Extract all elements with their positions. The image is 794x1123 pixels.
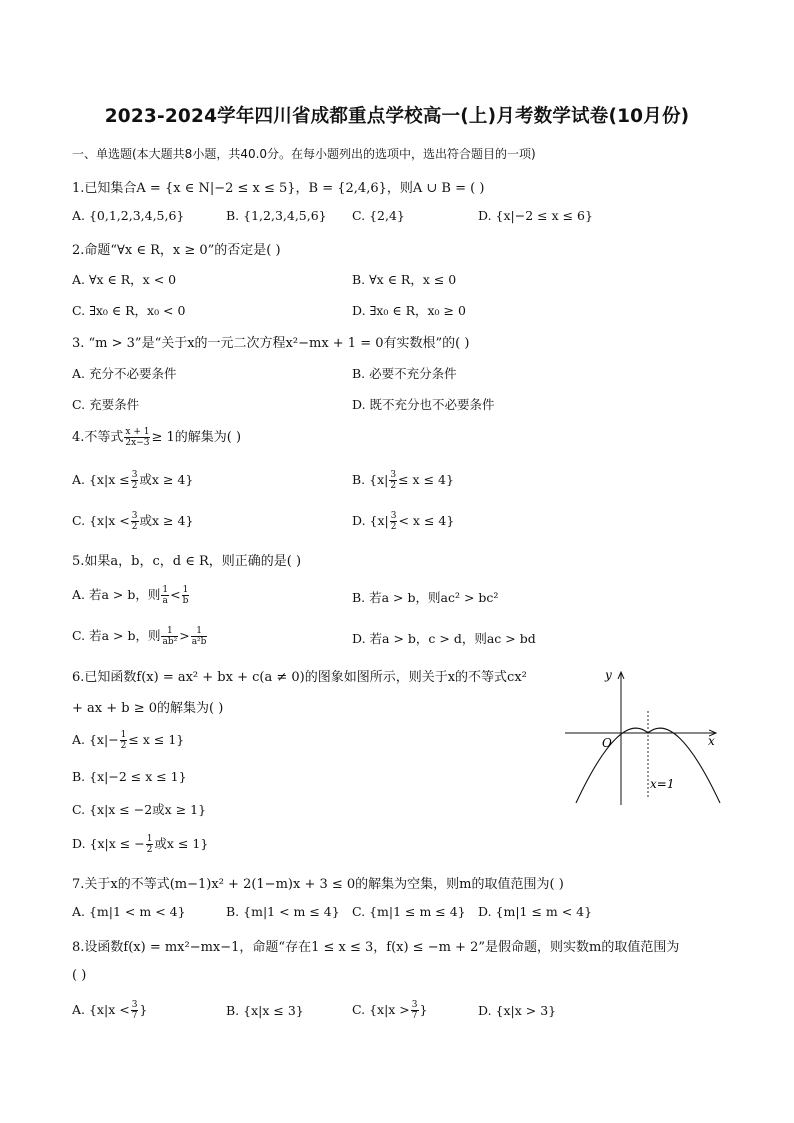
fraction-numerator: 3 bbox=[411, 1000, 418, 1010]
option-text: D. {x| bbox=[352, 513, 389, 528]
fraction-denominator: 2 bbox=[131, 481, 138, 491]
fraction-denominator: 2x−3 bbox=[125, 438, 150, 448]
fraction-numerator: 1 bbox=[161, 626, 178, 637]
fraction bbox=[131, 1000, 139, 1021]
question-3-stem: 3. “m > 3”是“关于x的一元二次方程x²−mx + 1 = 0有实数根”的( ) bbox=[72, 336, 470, 351]
option-text: 或x ≥ 4} bbox=[139, 513, 194, 528]
fraction-denominator: 2 bbox=[390, 481, 397, 491]
question-1-option-b: B. {1,2,3,4,5,6} bbox=[226, 208, 327, 223]
question-6-option-d bbox=[72, 834, 208, 855]
option-text: A. {x|x ≤ bbox=[72, 472, 130, 487]
question-2-option-b: B. ∀x ∈ R，x ≤ 0 bbox=[352, 272, 457, 287]
question-8-stem-line-2: ( ) bbox=[72, 968, 87, 983]
symmetry-line-label: x=1 bbox=[650, 777, 675, 791]
option-text: < bbox=[170, 587, 181, 602]
question-7-option-a: A. {m|1 < m < 4} bbox=[72, 904, 186, 919]
parabola-graph bbox=[560, 665, 730, 810]
fraction-denominator: 2 bbox=[131, 522, 138, 532]
question-5-stem: 5.如果a，b，c，d ∈ R，则正确的是( ) bbox=[72, 554, 302, 569]
question-6-option-b: B. {x|−2 ≤ x ≤ 1} bbox=[72, 769, 187, 784]
option-text: } bbox=[139, 1002, 148, 1017]
fraction-denominator: ab² bbox=[162, 637, 178, 647]
question-7-option-d: D. {m|1 ≤ m < 4} bbox=[478, 904, 593, 919]
option-text: A. {x|− bbox=[72, 732, 119, 747]
question-3-option-b: B. 必要不充分条件 bbox=[352, 366, 457, 381]
question-5-option-b: B. 若a > b，则ac² > bc² bbox=[352, 590, 499, 605]
question-6-option-a bbox=[72, 730, 184, 751]
question-4-stem-post: ≥ 1的解集为( ) bbox=[151, 430, 242, 445]
question-7-option-b: B. {m|1 < m ≤ 4} bbox=[226, 904, 340, 919]
origin-label: O bbox=[602, 736, 612, 750]
question-8-option-a bbox=[72, 1000, 147, 1021]
question-2-option-a: A. ∀x ∈ R，x < 0 bbox=[72, 272, 177, 287]
question-7-stem: 7.关于x的不等式(m−1)x² + 2(1−m)x + 3 ≤ 0的解集为空集，则m的取值范围为( ) bbox=[72, 877, 564, 892]
question-4-option-b bbox=[352, 470, 454, 491]
question-3-option-d: D. 既不充分也不必要条件 bbox=[352, 397, 495, 412]
fraction-numerator: 1 bbox=[162, 585, 169, 595]
option-text: > bbox=[179, 628, 190, 643]
exam-title: 2023-2024学年四川省成都重点学校高一(上)月考数学试卷(10月份) bbox=[104, 106, 690, 127]
option-text: 或x ≥ 4} bbox=[139, 472, 194, 487]
option-text: 或x ≤ 1} bbox=[154, 836, 209, 851]
fraction-denominator: 2 bbox=[146, 845, 153, 855]
fraction bbox=[131, 470, 139, 491]
question-8-stem-line-1: 8.设函数f(x) = mx²−mx−1，命题“存在1 ≤ x ≤ 3，f(x) ≤ −m + 2”是假命题，则实数m的取值范围为 bbox=[72, 940, 680, 955]
fraction bbox=[161, 626, 178, 647]
fraction-numerator: 3 bbox=[131, 1000, 138, 1010]
fraction-numerator: 1 bbox=[146, 834, 153, 844]
option-text: B. {x| bbox=[352, 472, 389, 487]
question-4-option-a bbox=[72, 470, 193, 491]
option-text: A. {x|x < bbox=[72, 1002, 130, 1017]
question-5-option-a bbox=[72, 585, 190, 606]
fraction bbox=[411, 1000, 419, 1021]
fraction-numerator: 3 bbox=[131, 470, 138, 480]
fraction-numerator: 1 bbox=[182, 585, 189, 595]
fraction bbox=[390, 511, 398, 532]
question-2-option-c: C. ∃x₀ ∈ R，x₀ < 0 bbox=[72, 303, 186, 318]
question-4-stem-pre: 4.不等式 bbox=[72, 430, 124, 445]
question-5-option-d: D. 若a > b，c > d，则ac > bd bbox=[352, 631, 536, 646]
fraction bbox=[120, 730, 128, 751]
fraction-denominator: 2 bbox=[390, 522, 397, 532]
question-4-stem bbox=[72, 426, 241, 448]
question-6-stem-line-1: 6.已知函数f(x) = ax² + bx + c(a ≠ 0)的图象如图所示，则关于x的不等式cx² bbox=[72, 670, 527, 685]
fraction-numerator: 1 bbox=[120, 730, 127, 740]
question-1-option-a: A. {0,1,2,3,4,5,6} bbox=[72, 208, 185, 223]
question-1-option-d: D. {x|−2 ≤ x ≤ 6} bbox=[478, 208, 593, 223]
fraction-numerator: 1 bbox=[191, 626, 208, 637]
question-6-option-c: C. {x|x ≤ −2或x ≥ 1} bbox=[72, 802, 207, 817]
question-3-option-c: C. 充要条件 bbox=[72, 397, 140, 412]
fraction-numerator: 3 bbox=[131, 511, 138, 521]
fraction-denominator: 7 bbox=[131, 1011, 138, 1021]
option-text: C. 若a > b，则 bbox=[72, 628, 161, 643]
question-8-option-d: D. {x|x > 3} bbox=[478, 1003, 557, 1018]
option-text: ≤ x ≤ 1} bbox=[128, 732, 185, 747]
question-4-option-c bbox=[72, 511, 193, 532]
fraction bbox=[161, 585, 169, 606]
section-heading: 一、单选题(本大题共8小题，共40.0分。在每小题列出的选项中，选出符合题目的一项) bbox=[72, 147, 536, 161]
question-1-stem: 1.已知集合A = {x ∈ N|−2 ≤ x ≤ 5}，B = {2,4,6}，则A ∪ B = ( ) bbox=[72, 181, 485, 196]
y-axis-label: y bbox=[605, 668, 612, 682]
option-text: ≤ x ≤ 4} bbox=[398, 472, 454, 487]
fraction-denominator: 7 bbox=[411, 1011, 418, 1021]
x-axis-label: x bbox=[708, 734, 715, 748]
question-8-option-c bbox=[352, 1000, 427, 1021]
fraction bbox=[182, 585, 190, 606]
fraction-numerator: 3 bbox=[390, 470, 397, 480]
fraction bbox=[146, 834, 154, 855]
question-4-fraction bbox=[124, 427, 150, 448]
option-text: C. {x|x < bbox=[72, 513, 130, 528]
question-8-option-b: B. {x|x ≤ 3} bbox=[226, 1003, 304, 1018]
fraction-denominator: a²b bbox=[191, 637, 207, 647]
question-1-option-c: C. {2,4} bbox=[352, 208, 405, 223]
question-4-option-d bbox=[352, 511, 454, 532]
question-2-stem: 2.命题“∀x ∈ R，x ≥ 0”的否定是( ) bbox=[72, 243, 281, 258]
fraction-denominator: b bbox=[182, 596, 189, 606]
question-2-option-d: D. ∃x₀ ∈ R，x₀ ≥ 0 bbox=[352, 303, 466, 318]
fraction bbox=[131, 511, 139, 532]
option-text: C. {x|x > bbox=[352, 1002, 410, 1017]
question-5-option-c bbox=[72, 626, 208, 647]
fraction-numerator: x + 1 bbox=[125, 427, 150, 437]
fraction-denominator: 2 bbox=[120, 741, 127, 751]
fraction-numerator: 3 bbox=[390, 511, 397, 521]
fraction bbox=[389, 470, 397, 491]
fraction bbox=[191, 626, 208, 647]
question-3-option-a: A. 充分不必要条件 bbox=[72, 366, 177, 381]
option-text: < x ≤ 4} bbox=[398, 513, 455, 528]
option-text: A. 若a > b，则 bbox=[72, 587, 161, 602]
option-text: } bbox=[419, 1002, 428, 1017]
question-6-stem-line-2: + ax + b ≥ 0的解集为( ) bbox=[72, 701, 224, 716]
question-7-option-c: C. {m|1 ≤ m ≤ 4} bbox=[352, 904, 466, 919]
option-text: D. {x|x ≤ − bbox=[72, 836, 145, 851]
fraction-denominator: a bbox=[162, 596, 168, 606]
